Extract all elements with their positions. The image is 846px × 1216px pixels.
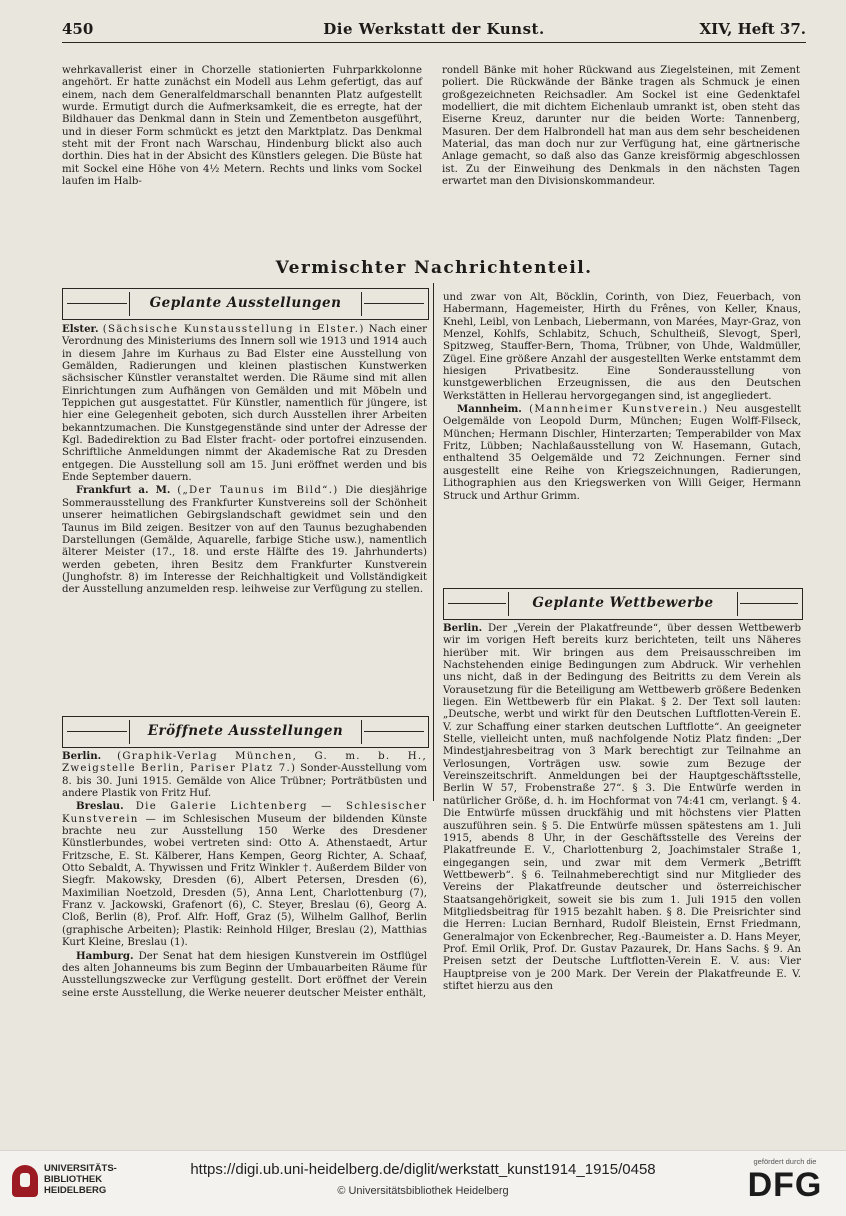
entry-text: Der Senat hat dem hiesigen Kunstverein im Ostflügel des alten Johanneums bis zum Beginn der Umbauarbeiten Räume für Ausstellungszwecke zur Verfügung gestellt. Dort eröffnet der Verein seine erste Ausstellung, die Werke neuerer deutscher Meister enthält, <box>62 950 427 999</box>
right-column-lower <box>443 622 801 993</box>
paragraph-top-right: rondell Bänke mit hoher Rückwand aus Ziegelsteinen, mit Zement poliert. Die Rückwände der Bänke tragen als Schmuck je einen großgezeichneten Reichsadler. Am Sockel ist eine Gedenktafel modelliert, die mit dichtem Eichenlaub umrankt ist, oben steht das Eiserne Kreuz, darunter nur die beiden Worte: Tannenberg, Masuren. Der dem Halbrondell hat man aus dem sehr bescheidenen Material, das man doch nur zur Verfügung hat, eine gärtnerische Anlage gemacht, so daß also das Ganze kreisförmig abgeschlossen ist. Zu der Einweihung des Denkmals in den nächsten Tagen erwartet man den Divisionskommandeur. <box>442 65 800 188</box>
continuation-paragraph: und zwar von Alt, Böcklin, Corinth, von Diez, Feuerbach, von Habermann, Hagemeister, Hirth du Frênes, von Keller, Knaus, Knehl, Leibl, von Lenbach, Liebermann, von Marées, Mayr-Graz, von Menzel, Kohlfs, Schlabitz, Schuch, Schultheiß, Slevogt, Sperl, Spitzweg, Stauffer-Bern, Thoma, Trübner, von Uhde, Waldmüller, Zügel. Eine größere Anzahl der ausgestellten Werke entstammt dem hiesigen Privatbesitz. Eine Sonderausstellung von kunstgewerblichen Erzeugnissen, die aus den Deutschen Werkstätten in Hellerau hervorgegangen sind, ist angegliedert. <box>443 292 801 402</box>
entry-subtitle: (Sächsische Kunstausstellung in Elster.) <box>102 324 365 335</box>
entry-text: Nach einer Verordnung des Ministeriums des Innern soll wie 1913 und 1914 auch in diesem Jahre im Kurhaus zu Bad Elster eine Ausstellung von Gemälden, Radierungen und kleinen plastischen Kunstwerken sächsischer Künstler veranstaltet werden. Die Räume sind mit allen Einrichtungen zum Aufhängen von Gemälden und mit Möbeln und Teppichen gut ausgestattet. Für Künstler, namentlich für jüngere, ist hier eine Gelegenheit geboten, sich durch Ausstellen ihrer Arbeiten bekanntzumachen. Die Kunstgegenstände sind unter der Adresse der Kgl. Badedirektion zu Bad Elster fracht- oder portofrei einzusenden. Schriftliche Anmeldungen nimmt der Akademische Rat zu Dresden entgegen. Die Ausstellung soll am 15. Juni eröffnet werden und bis Ende September dauern. <box>62 324 427 484</box>
heading-rule-left <box>67 731 127 732</box>
left-column-lower <box>62 750 427 1000</box>
left-column-upper <box>62 323 427 597</box>
page-number: 450 <box>62 20 94 38</box>
section-title: Vermischter Nachrichtenteil. <box>275 258 593 278</box>
right-column-upper <box>443 292 801 503</box>
paragraph-top-left: wehrkavallerist einer in Chorzelle stationierten Fuhrparkkolonne angehört. Er hatte zunächst ein Modell aus Lehm gefertigt, das auf einem, nach dem Generalfeldmarschall benannten Platz aufgestellt wurde. Ermutigt durch die Aufmerksamkeit, die es erregte, hat der Bildhauer das Denkmal dann in Stein und Zementbeton ausgeführt, und in dieser Form schmückt es jetzt den Marktplatz. Das Denkmal steht mit der Front nach Warschau, Hindenburg blickt also auch dorthin. Dies hat in der Absicht des Künstlers gelegen. Die Büste hat mit Sockel eine Höhe von 4½ Metern. Rechts und links vom Sockel laufen im Halb- <box>62 65 422 188</box>
library-name-line: BIBLIOTHEK <box>44 1174 103 1185</box>
entry-subtitle: (Graphik-Verlag München, G. m. b. H., Zweigstelle Berlin, Pariser Platz 7.) <box>62 751 427 775</box>
heading-rule-left <box>448 603 506 604</box>
entry-place: Mannheim. <box>457 403 522 416</box>
heading-rule-right <box>364 303 424 304</box>
dfg-logo[interactable] <box>740 1157 830 1213</box>
journal-title: Die Werkstatt der Kunst. <box>323 20 545 38</box>
entry-place: Breslau. <box>76 800 124 813</box>
column-divider <box>433 283 434 801</box>
entry-text: Die diesjährige Sommerausstellung des Frankfurter Kunstvereins soll der Schönheit unserer heimatlichen Gebirgslandschaft gewidmet sein und den Taunus im Bild zeigen. Besitzer von auf den Taunus bezughabenden Darstellungen (Gemälde, Aquarelle, farbige Stiche usw.), namentlich älterer Meister (17., 18. und erste Hälfte des 19. Jahrhunderts) werden gebeten, ihren Besitz dem Frankfurter Kunstverein (Junghofstr. 8) im Interesse der Reichhaltigkeit und Vollständigkeit der Ausstellung anzumelden resp. leihweise zur Verfügung zu stellen. <box>62 485 427 596</box>
volume-issue: XIV, Heft 37. <box>699 20 806 38</box>
heading-rule-right <box>364 731 424 732</box>
top-right-column <box>442 65 800 188</box>
entry-text: Neu ausgestellt Oelgemälde von Leopold Durm, München; Eugen Wolff-Filseck, München; Hermann Dischler, Hinterzarten; Temperabilder von Max Fritz, Lübben; Nachlaßausstellung von W. Hasemann, Gutach, enthaltend 35 Oelgemälde und 72 Zeichnungen. Ferner sind ausgestellt eine Reihe von Kriegszeichnungen, Radierungen, Lithographien aus den Kriegswerken von Willi Geiger, Hermann Struck und Arthur Grimm. <box>443 404 802 502</box>
library-name-line: HEIDELBERG <box>44 1185 107 1196</box>
entry-place: Berlin. <box>62 750 102 762</box>
entry-text: Der „Verein der Plakatfreunde“, über dessen Wettbewerb wir im vorigen Heft bereits kurz berichteten, teilt uns Näheres hierüber mit. Wir bringen aus dem Preisausschreiben im Nachstehenden einige Bedingungen zum Abdruck. Wir verhehlen uns nicht, daß in der Bedingung des Beitritts zu dem Verein als Vorausetzung für die Beteiligung am Wettbewerb größere Bedenken liegen. Ein Wettbewerb für ein Plakat. § 2. Der Text soll lauten: „Deutsche, werbt und wirkt für den Deutschen Luftflotten-Verein E. V. zur Schaffung einer starken deutschen Luftflotte“. An geeigneter Stelle, vielleicht unten, muß nachfolgende Notiz Platz finden: „Der Mindestjahresbeitrag von 3 Mark berechtigt zur Teilnahme an Verlosungen, Vorträgen usw. sowie zum Bezuge der Vereinszeitschrift. Anmeldungen bei der Hauptgeschäftsstelle, Berlin W 57, Frobenstraße 27“. § 3. Die Entwürfe werden in natürlicher Größe, d. h. im Hochformat von 74:41 cm, verlangt. § 4. Die Entwürfe müssen druckfähig und mit höchstens vier Platten auszuführen sein. § 5. Die Entwürfe müssen spätestens am 1. Juli 1915, abends 8 Uhr, in der Geschäftsstelle des Vereins der Plakatfreunde E. V., Charlottenburg 2, Joachimstaler Straße 1, eingegangen sein, und zwar mit dem Vermerk „Betrifft Wettbewerb“. § 6. Teilnahmeberechtigt sind nur Mitglieder des Vereins der Plakatfreunde deutscher und österreichischer Staatsangehörigkeit, soweit sie bis zum 1. Juli 1915 den vollen Mitgliedsbeitrag für 1915 bezahlt haben. § 8. Die Preisrichter sind die Herren: Lucian Bernhard, Rudolf Bleistein, Ernst Friedmann, Generalmajor von Eckenbrecher, Reg.-Baumeister a. D. Hans Meyer, Prof. Emil Orlik, Prof. Dr. Gustav Pazaurek, Dr. Hans Sachs. § 9. An Preisen setzt der Deutsche Luftflotten-Verein E. V. aus: Vier Hauptpreise von je 200 Mark. Der Verein der Plakatfreunde E. V. stiftet hierzu aus den <box>443 623 801 992</box>
sponsor-name: DFG <box>747 1166 823 1204</box>
entry-subtitle: („Der Taunus im Bild“.) <box>177 485 339 497</box>
running-header <box>62 18 806 43</box>
seal-icon <box>12 1165 38 1197</box>
top-left-column <box>62 65 422 188</box>
permalink-url[interactable]: https://digi.ub.uni-heidelberg.de/diglit/werkstatt_kunst1914_1915/0458 <box>190 1161 656 1178</box>
entry-text: Sonder-Ausstellung vom 8. bis 30. Juni 1915. Gemälde von Alice Trübner; Porträtbüsten und andere Plastik von Fritz Huf. <box>62 763 428 800</box>
heading-rule-left <box>67 303 127 304</box>
entry-place: Hamburg. <box>76 949 134 962</box>
heading-box-geplante-ausstellungen <box>62 288 429 320</box>
copyright-notice: © Universitätsbibliothek Heidelberg <box>337 1185 509 1197</box>
entry-place: Berlin. <box>443 622 483 634</box>
entry-subtitle: (Mannheimer Kunstverein.) <box>529 404 709 416</box>
library-name-line: UNIVERSITÄTS- <box>44 1163 117 1174</box>
entry-place: Elster. <box>62 323 99 335</box>
heading-geplante-ausstellungen: Geplante Ausstellungen <box>129 292 362 316</box>
entry-subtitle: Die Galerie Lichtenberg — Schlesischer Kunstverein <box>62 801 427 825</box>
sponsor-note: gefördert durch die <box>753 1157 817 1166</box>
library-name <box>44 1163 117 1196</box>
entry-place: Frankfurt a. M. <box>76 484 171 497</box>
heading-eroeffnete-ausstellungen: Eröffnete Ausstellungen <box>129 720 362 744</box>
heading-rule-right <box>740 603 798 604</box>
heading-box-geplante-wettbewerbe <box>443 588 803 620</box>
heading-box-eroeffnete-ausstellungen <box>62 716 429 748</box>
viewer-footer <box>0 1150 846 1216</box>
entry-text: — im Schlesischen Museum der bildenden Künste brachte neu zur Ausstellung 150 Werke des Dresdener Künstlerbundes, wobei vertreten sind: Otto A. Athenstaedt, Artur Fritzsche, E. St. Kälberer, Hans Kempen, Georg Richter, A. Schaaf, Otto Sebaldt, A. Thywissen und Fritz Winkler †. Außerdem Bilder von Siegfr. Makowsky, Dresden (6), Albert Petersen, Dresden (6), Maximilian Noetzold, Dresden (5), Anna Lent, Charlottenburg (7), Franz v. Jackowski, Grafenort (6), C. Steyer, Breslau (6), Georg A. Cloß, Berlin (8), Prof. Alfr. Hoff, Graz (5), Wilhelm Gallhof, Berlin (graphische Arbeiten); Plastik: Reinhold Hilger, Breslau (2), Matthias Kurt Kleine, Breslau (1). <box>62 813 427 949</box>
heading-geplante-wettbewerbe: Geplante Wettbewerbe <box>508 592 738 616</box>
library-logo[interactable] <box>12 1163 122 1205</box>
